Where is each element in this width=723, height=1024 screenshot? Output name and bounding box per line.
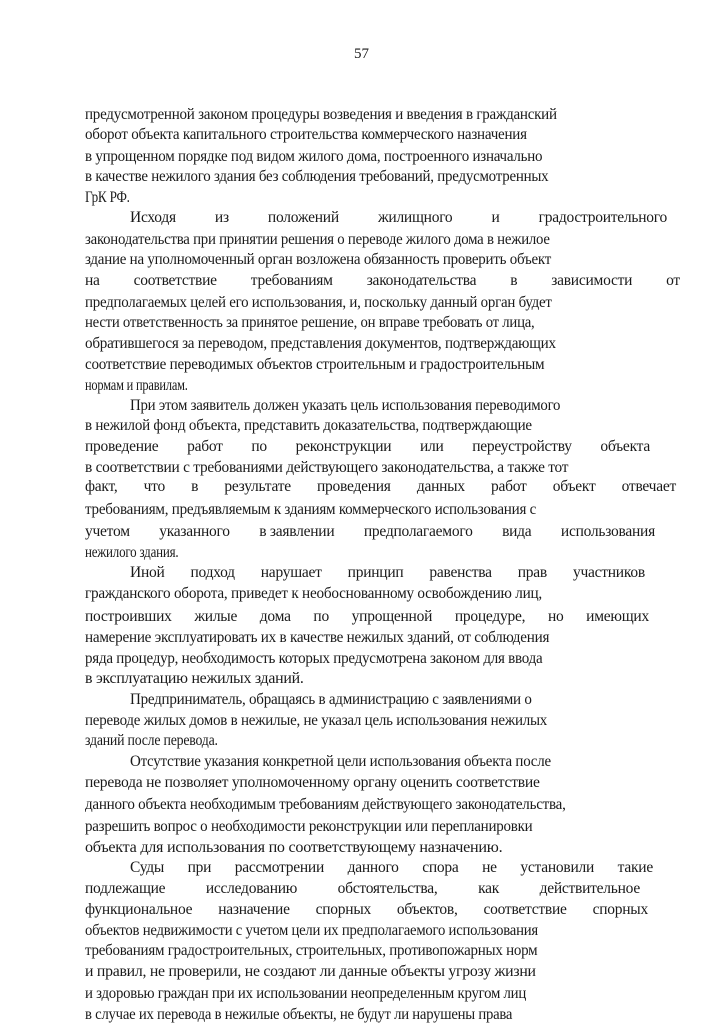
- word: спорных: [315, 901, 371, 918]
- word: упрощенной: [351, 608, 433, 625]
- text-line: в соответствии с требованиями действующего законодательства, а также тот: [85, 459, 569, 476]
- word: действительное: [539, 880, 640, 897]
- word: функциональное: [85, 901, 193, 918]
- word: спора: [422, 859, 459, 876]
- text-line: обратившегося за переводом, представления документов, подтверждающих: [85, 335, 556, 352]
- word: соответствие: [133, 272, 217, 289]
- text-line: [85, 270, 680, 292]
- word: указанного: [159, 523, 230, 540]
- word: имеющих: [586, 608, 649, 625]
- text-line: ряда процедур, необходимость которых предусмотрена законом для ввода: [85, 650, 543, 667]
- text-line: ГрК РФ.: [85, 189, 130, 206]
- text-line: [85, 899, 648, 921]
- text-line: в нежилой фонд объекта, представить доказательства, подтверждающие: [85, 417, 532, 434]
- word: по: [313, 608, 329, 625]
- word: нарушает: [260, 564, 322, 581]
- text-line: разрешить вопрос о необходимости реконструкции или перепланировки: [85, 818, 533, 835]
- word: или: [420, 438, 444, 455]
- word: проведение: [85, 438, 159, 455]
- word: установили: [520, 859, 595, 876]
- word: данного: [347, 859, 399, 876]
- word: результате: [224, 478, 291, 495]
- word: реконструкции: [295, 438, 392, 455]
- word: жилые: [194, 608, 238, 625]
- word: назначение: [218, 901, 290, 918]
- word: дома: [259, 608, 291, 625]
- text-line: в случае их перевода в нежилые объекты, не будут ли нарушены права: [85, 1006, 513, 1023]
- word: градостроительного: [538, 209, 667, 226]
- text-line: соответствие переводимых объектов строительным и градостроительным: [85, 356, 545, 373]
- text-line: [85, 521, 655, 543]
- text-line: и правил, не проверили, не создают ли данные объекты угрозу жизни: [85, 963, 536, 980]
- text-line: Предприниматель, обращаясь в администрацию с заявлениями о: [130, 691, 532, 708]
- text-line: законодательства при принятии решения о переводе жилого дома в нежилое: [85, 231, 550, 248]
- text-line: оборот объекта капитального строительства коммерческого назначения: [85, 126, 527, 143]
- word: подлежащие: [85, 880, 166, 897]
- word: Иной: [130, 564, 165, 581]
- word: соответствие: [483, 901, 567, 918]
- word: использования: [560, 523, 655, 540]
- text-line: [130, 207, 667, 229]
- text-line: [85, 606, 649, 628]
- word: жилищного: [377, 209, 453, 226]
- text-line: нежилого здания.: [85, 544, 179, 561]
- word: в заявлении: [259, 523, 335, 540]
- text-line: [85, 878, 640, 900]
- word: как: [478, 880, 500, 897]
- text-line: [85, 436, 650, 458]
- word: зависимости: [551, 272, 633, 289]
- text-line: перевода не позволяет уполномоченному органу оценить соответствие: [85, 774, 540, 791]
- word: построивших: [85, 608, 172, 625]
- text-line: объекта для использования по соответствующему назначению.: [85, 839, 503, 856]
- text-line: объектов недвижимости с учетом цели их предполагаемого использования: [85, 922, 538, 939]
- word: Исходя: [130, 209, 176, 226]
- word: работ: [187, 438, 223, 455]
- word: обстоятельства,: [337, 880, 438, 897]
- word: на: [85, 272, 100, 289]
- word: переустройству: [472, 438, 572, 455]
- text-line: нормам и правилам.: [85, 377, 188, 394]
- text-line: [130, 857, 653, 879]
- word: объектов,: [396, 901, 458, 918]
- word: в: [191, 478, 199, 495]
- word: исследованию: [205, 880, 298, 897]
- text-line: требованиям градостроительных, строительных, противопожарных норм: [85, 942, 538, 959]
- word: подход: [190, 564, 235, 581]
- text-line: Отсутствие указания конкретной цели использования объекта после: [130, 753, 551, 770]
- text-line: намерение эксплуатировать их в качестве нежилых зданий, от соблюдения: [85, 629, 550, 646]
- text-line: здание на уполномоченный орган возложена обязанность проверить объект: [85, 251, 552, 268]
- word: законодательства: [366, 272, 477, 289]
- text-line: [85, 476, 676, 498]
- text-line: данного объекта необходимым требованиям действующего законодательства,: [85, 796, 566, 813]
- word: отвечает: [621, 478, 676, 495]
- text-line: в упрощенном порядке под видом жилого дома, построенного изначально: [85, 148, 543, 165]
- word: и: [491, 209, 500, 226]
- text-line: гражданского оборота, приведет к необоснованному освобождению лиц,: [85, 585, 542, 602]
- word: учетом: [85, 523, 130, 540]
- word: принцип: [347, 564, 404, 581]
- text-line: При этом заявитель должен указать цель использования переводимого: [130, 397, 561, 414]
- word: объекта: [600, 438, 650, 455]
- word: в: [510, 272, 518, 289]
- text-line: предполагаемых целей его использования, и, поскольку данный орган будет: [85, 294, 552, 311]
- word: вида: [502, 523, 532, 540]
- word: не: [482, 859, 497, 876]
- text-line: в качестве нежилого здания без соблюдения требований, предусмотренных: [85, 168, 549, 185]
- word: рассмотрении: [234, 859, 325, 876]
- word: но: [547, 608, 564, 625]
- text-line: [130, 562, 645, 584]
- word: такие: [617, 859, 653, 876]
- word: факт,: [85, 478, 118, 495]
- word: данных: [416, 478, 465, 495]
- text-line: требованиям, предъявляемым к зданиям коммерческого использования с: [85, 501, 537, 518]
- word: Суды: [130, 859, 165, 876]
- word: из: [214, 209, 229, 226]
- word: спорных: [592, 901, 648, 918]
- word: прав: [517, 564, 547, 581]
- word: проведения: [317, 478, 391, 495]
- word: предполагаемого: [363, 523, 473, 540]
- word: процедуре,: [454, 608, 526, 625]
- page-number: 57: [354, 46, 369, 62]
- word: по: [251, 438, 267, 455]
- word: что: [143, 478, 165, 495]
- word: от: [666, 272, 680, 289]
- word: объект: [552, 478, 596, 495]
- text-line: зданий после перевода.: [85, 732, 218, 749]
- text-line: в эксплуатацию нежилых зданий.: [85, 670, 304, 687]
- text-line: нести ответственность за принятое решение, он вправе требовать от лица,: [85, 314, 535, 331]
- text-line: переводе жилых домов в нежилые, не указал цель использования нежилых: [85, 712, 548, 729]
- word: участников: [572, 564, 645, 581]
- text-line: предусмотренной законом процедуры возведения и введения в гражданский: [85, 106, 557, 123]
- word: положений: [267, 209, 339, 226]
- text-line: и здоровью граждан при их использовании неопределенным кругом лиц: [85, 985, 527, 1002]
- word: при: [187, 859, 212, 876]
- word: требованиям: [250, 272, 333, 289]
- word: работ: [491, 478, 527, 495]
- word: равенства: [429, 564, 492, 581]
